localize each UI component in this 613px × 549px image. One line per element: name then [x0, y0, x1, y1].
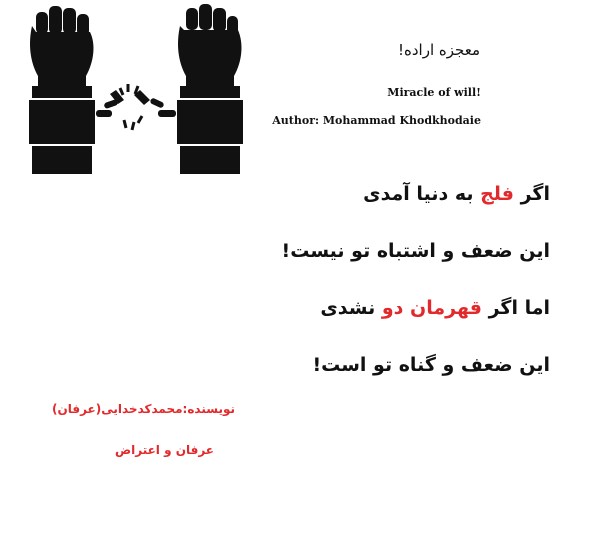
poem-text: این ضعف و گناه تو است! — [312, 354, 550, 376]
blog-name: عرفان و اعتراض — [114, 443, 214, 457]
poem — [190, 178, 550, 406]
author-english: Author: Mohammad Khodkhodaie — [272, 114, 481, 127]
poem-text: به دنیا آمدی — [363, 183, 481, 205]
right-cuff-icon — [176, 99, 244, 145]
poem-line-1 — [190, 178, 550, 235]
title-persian: معجزه اراده! — [398, 41, 480, 59]
left-chain-icon — [96, 90, 124, 117]
break-sparks-icon — [120, 84, 142, 130]
poem-text: اگر — [514, 183, 550, 205]
broken-chain-fists-icon — [10, 4, 246, 174]
left-fist-icon — [30, 6, 93, 174]
poem-highlight: قهرمان دو — [381, 297, 482, 319]
poem-text: اما اگر — [481, 297, 550, 319]
right-chain-icon — [134, 90, 176, 117]
poem-text: نشدی — [320, 297, 382, 319]
broken-chain-fists-illustration — [10, 4, 246, 174]
left-cuff-icon — [28, 99, 96, 145]
right-fist-icon — [178, 4, 241, 174]
poem-highlight: فلج — [480, 183, 514, 205]
poem-line-3 — [190, 292, 550, 349]
poem-line-4 — [190, 349, 550, 406]
title-english: Miracle of will! — [387, 86, 481, 99]
poem-text: این ضعف و اشتباه تو نیست! — [281, 240, 550, 262]
poem-line-2 — [190, 235, 550, 292]
author-byline: نویسنده:محمدکدخدایی(عرفان) — [52, 402, 235, 416]
